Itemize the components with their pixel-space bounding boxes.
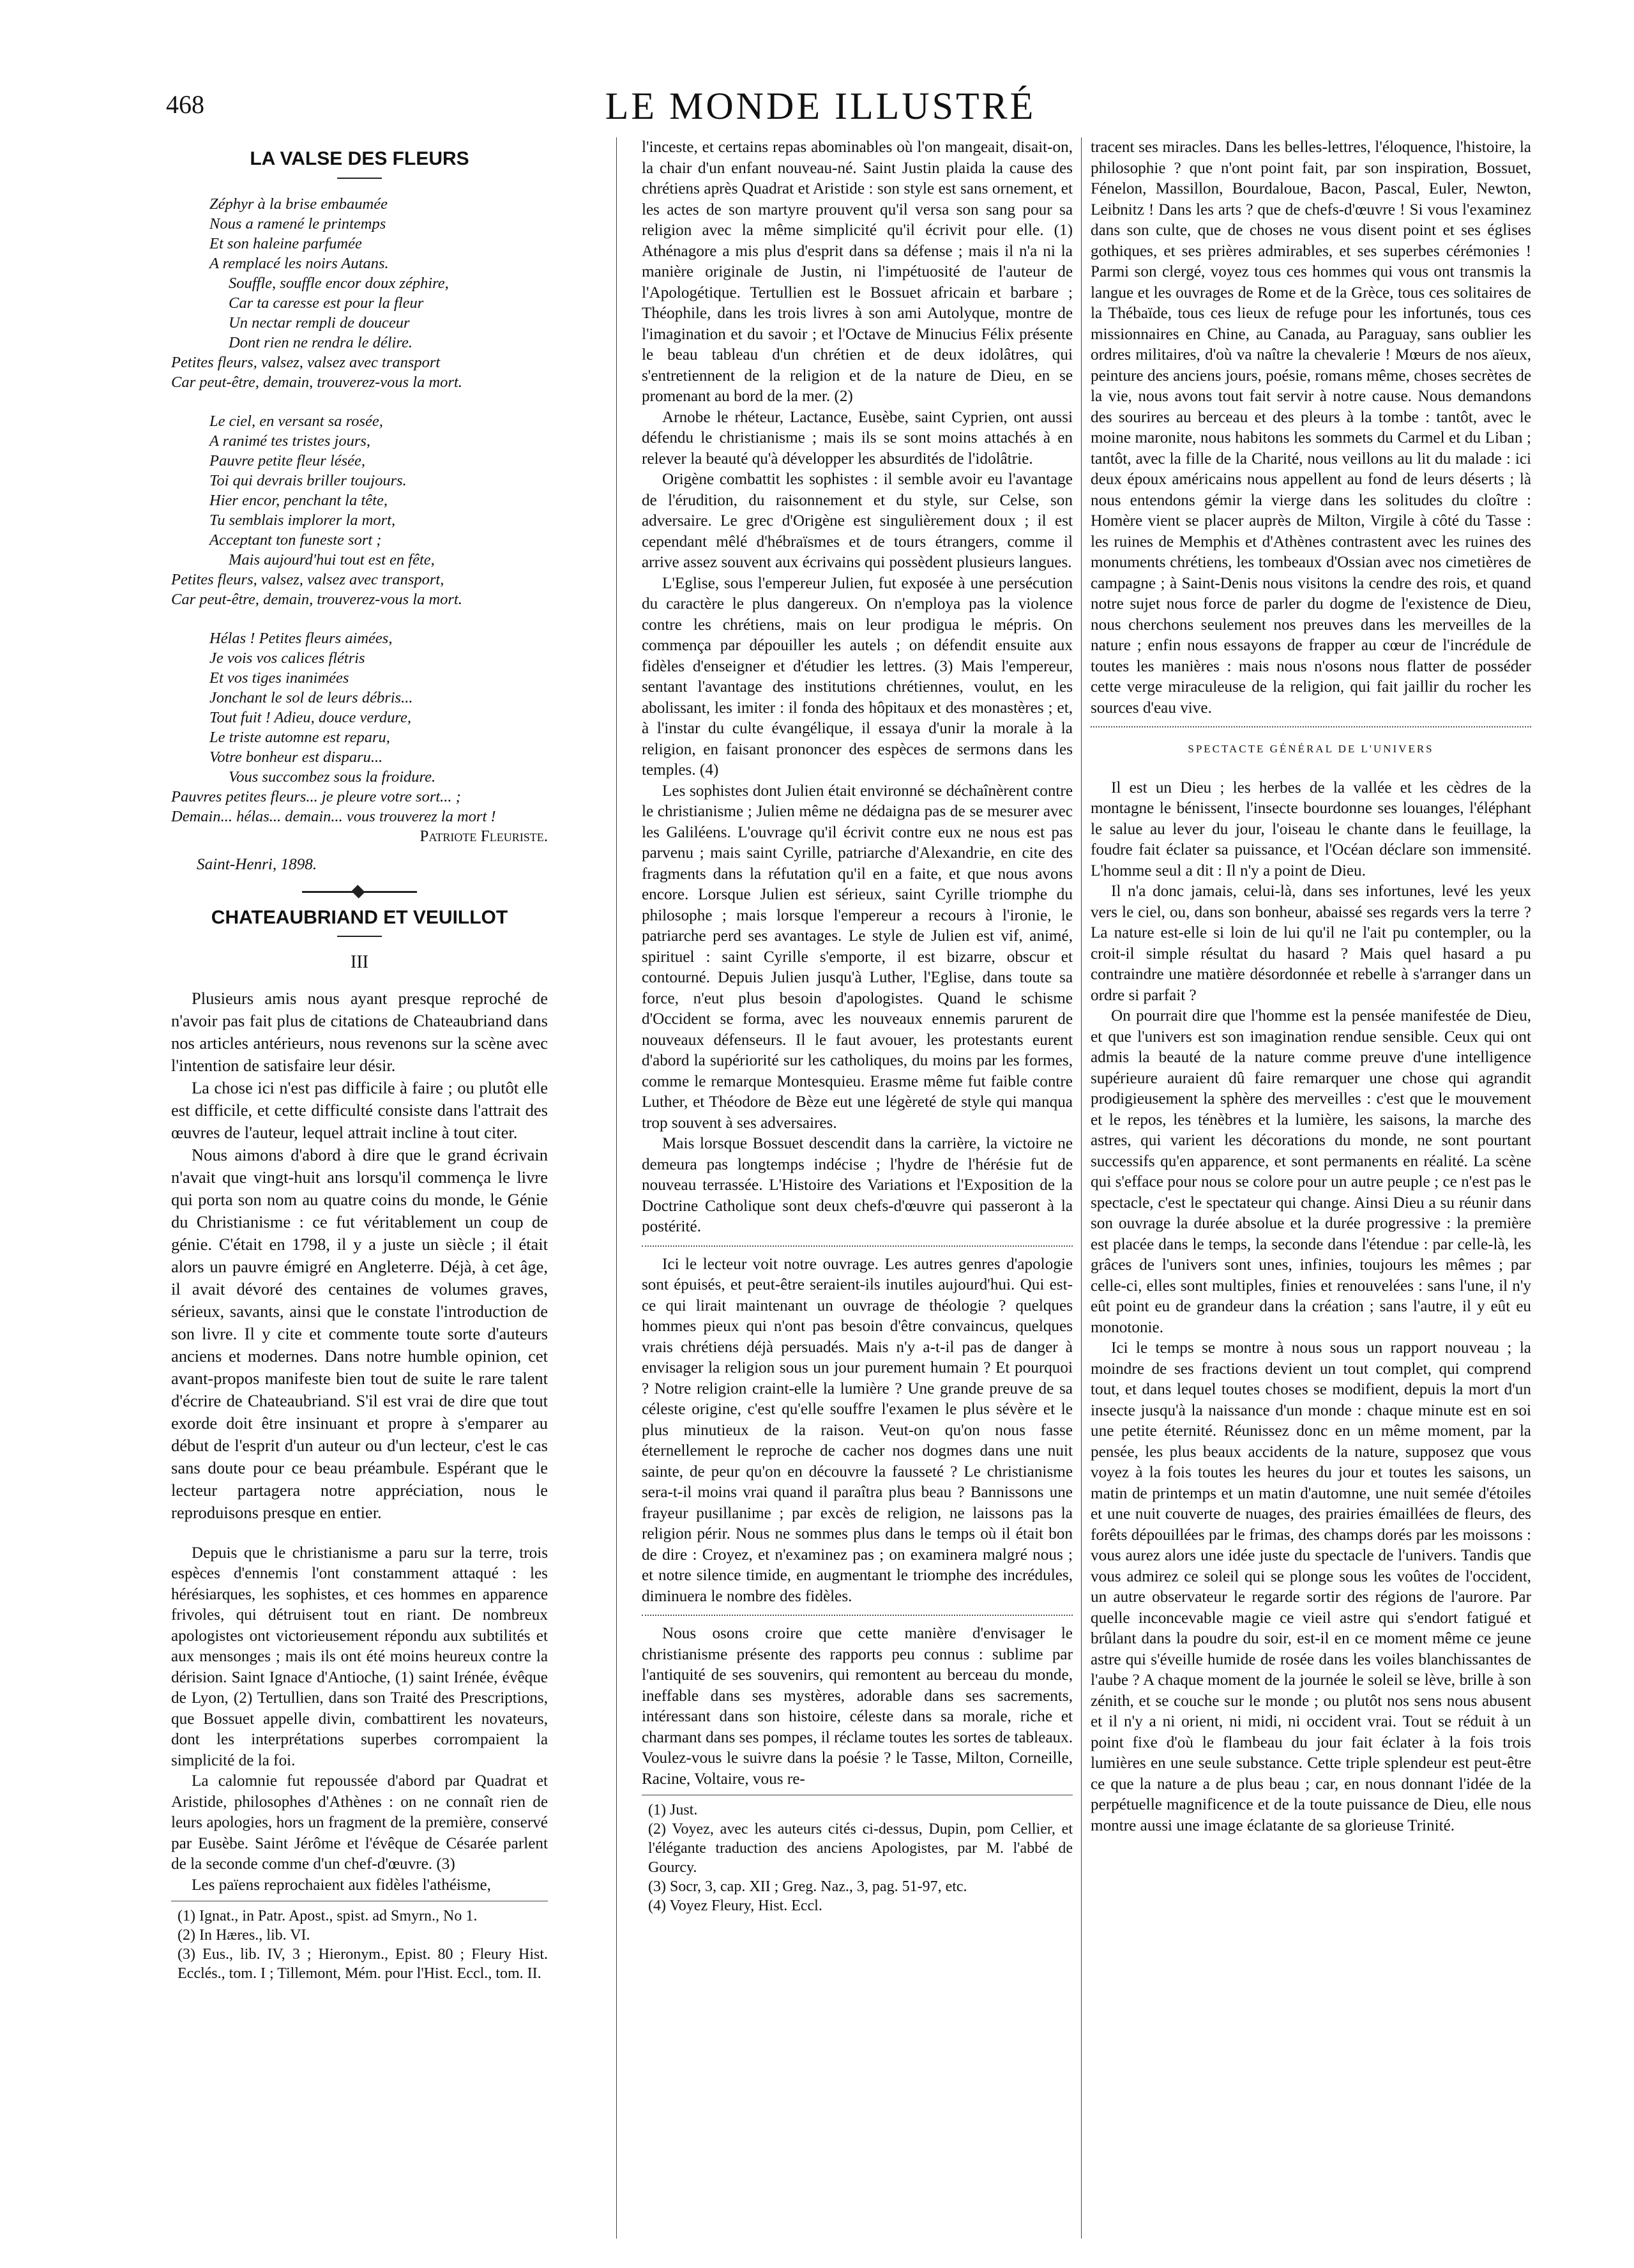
paragraph: Ici le lecteur voit notre ouvrage. Les autres genres d'apologie sont épuisés, et peut-être seraient-ils inutiles aujourd'hui. Qui est-ce qui lirait maintenant un ouvrage de théologie ? quelques hommes pieux qui n'ont pas besoin d'être convaincus, quelques vrais chrétiens déjà persuadés. Mais n'y a-t-il pas de danger à envisager la religion sous un jour purement humain ? Et pourquoi ? Notre religion craint-elle la lumière ? Une grande preuve de sa céleste origine, c'est qu'elle souffre l'examen le plus sévère et le plus minutieux de la raison. Veut-on qu'on nous fasse éternellement le reproche de cacher nos dogmes dans une nuit sainte, de peur qu'on en découvre la fausseté ? Le christianisme sera-t-il moins vrai quand il paraîtra plus beau ? Bannissons une frayeur pusillanime ; par excès de religion, ne laissons pas la religion périr. Nous ne sommes plus dans le temps où il était bon de dire : Croyez, et n'examinez pas ; on examinera malgré nous ; et notre silence timide, en augmentant le triomphe des incrédules, diminuera le nombre des fidèles. xyxy=(642,1255,1073,1605)
paragraph: Mais lorsque Bossuet descendit dans la carrière, la victoire ne demeura pas longtemps indécise ; l'hydre de l'hérésie fut de nouveau terrassée. L'Histoire des Variations et l'Exposition de la Doctrine Catholique sont deux chefs-d'œuvre qui passeront à la postérité. xyxy=(642,1135,1073,1235)
dotted-separator xyxy=(642,1245,1073,1247)
paragraph: Origène combattit les sophistes : il semble avoir eu l'avantage de l'érudition, du raisonnement et du style, sur Celse, son adversaire. Le grec d'Origène est singulièrement doux ; il est cependant mêlé d'hébraïsmes et de tours étrangers, comme il arrive assez souvent aux écrivains qui possèdent plusieurs langues. xyxy=(642,471,1073,571)
paragraph: Les païens reprochaient aux fidèles l'athéisme, xyxy=(192,1876,491,1894)
footnote: (1) Just. xyxy=(648,1802,698,1818)
paragraph: Arnobe le rhéteur, Lactance, Eusèbe, saint Cyprien, ont aussi défendu le christianisme ; mais ils se sont moins attachés à en relever la beauté qu'à développer les absurdités de l'idolâtrie. xyxy=(642,408,1073,468)
poem-line: Dont rien ne rendra le délire. xyxy=(229,333,413,351)
paragraph: Il est un Dieu ; les herbes de la vallée et les cèdres de la montagne le bénissent, l'insecte bourdonne ses louanges, l'éléphant le salue au lever du jour, l'oiseau le chante dans le feuillage, la foudre fait éclater sa puissance, et l'Océan déclare son immensité. L'homme seul a dit : Il n'y a point de Dieu. xyxy=(1091,779,1531,879)
footnote: (1) Ignat., in Patr. Apost., spist. ad Smyrn., No 1. xyxy=(178,1908,478,1924)
poem-line: Demain... hélas... demain... vous trouverez la mort ! xyxy=(171,807,496,825)
poem-line: Hier encor, penchant la tête, xyxy=(209,491,388,509)
paragraph: Plusieurs amis nous ayant presque reproché de n'avoir pas fait plus de citations de Chateaubriand dans nos articles antérieurs, nous revenons sur la scène avec l'intention de satisfaire leur désir. xyxy=(171,988,548,1075)
footnote: (3) Socr, 3, cap. XII ; Greg. Naz., 3, pag. 51-97, etc. xyxy=(648,1878,967,1895)
title-rule xyxy=(337,178,382,179)
poem-line: Et son haleine parfumée xyxy=(209,234,362,252)
footnote: (4) Voyez Fleury, Hist. Eccl. xyxy=(648,1898,822,1914)
article-part-number: III xyxy=(351,952,368,972)
poem-line: Un nectar rempli de douceur xyxy=(229,314,410,331)
dotted-separator xyxy=(642,1615,1073,1616)
paragraph: tracent ses miracles. Dans les belles-lettres, l'éloquence, l'histoire, la philosophie ? que n'ont point fait, par son inspiration, Bossuet, Fénelon, Massillon, Bourdaloue, Bacon, Pascal, Euler, Newton, Leibnitz ! Dans les arts ? que de chefs-d'œuvre ! Si vous l'examinez dans son culte, que de choses ne vous disent point et ses églises gothiques, et ses prières admirables, et ses superbes cérémonies ! Parmi son clergé, voyez tous ces hommes qui vous ont transmis la langue et les ouvrages de Rome et de la Grèce, tous ces solitaires de la Thébaïde, tous ces lieux de refuge pour les infortunés, tous ces missionnaires en Chine, au Canada, au Paraguay, sans oublier les ordres militaires, d'où va naître la chevalerie ! Mœurs de nos aïeux, peinture des anciens jours, poésie, romans même, choses secrètes de la vie, nous avons tout fait servir à notre cause. Nous demandons des sourires au berceau et des pleurs à la tombe : tantôt, avec le moine maronite, nous habitons les sommets du Carmel et du Liban ; tantôt, avec la fille de la Charité, nous veillons au lit du malade : ici deux époux américains nous appellent au fond de leurs déserts ; là nous entendons gémir la vierge dans les solitudes du cloître : Homère vient se placer auprès de Milton, Virgile à côté du Tasse : les ruines de Memphis et d'Athènes contrastent avec les ruines des monuments chrétiens, les tombeaux d'Ossian avec nos cimetières de campagne ; à Saint-Denis nous visitons la cendre des rois, et quand notre sujet nous force de parler du dogme de l'existence de Dieu, nous cherchons seulement nos preuves dans les merveilles de la nature ; enfin nous essayons de frapper au cœur de l'incrédule de toutes les manières : mais nous n'osons nous flatter de posséder cette verge miraculeuse de la religion, qui fait jaillir du rocher les sources d'eau vive. xyxy=(1091,139,1531,717)
poem-stanza xyxy=(171,194,548,392)
column-divider xyxy=(616,137,617,2239)
paragraph: Nous osons croire que cette manière d'envisager le christianisme présente des rapports peu connus : sublime par l'antiquité de ses souvenirs, qui remontent au berceau du monde, ineffable dans ses mystères, adorable dans ses sacrements, intéressant dans son histoire, céleste dans sa morale, riche et charmant dans ses pompes, il réclame toutes les sortes de tableaux. Voulez-vous le suivre dans la poésie ? le Tasse, Milton, Corneille, Racine, Voltaire, vous re- xyxy=(642,1625,1073,1788)
paragraph: L'Eglise, sous l'empereur Julien, fut exposée à une persécution du caractère le plus dangereux. On n'employa pas la violence contre les chrétiens, mais on leur prodigua le mépris. On commença par dépouiller les autels ; on défendit ensuite aux fidèles d'enseigner et d'étudier les lettres. (3) Mais l'empereur, sentant l'avantage des institutions chrétiennes, voulut, en les abolissant, les imiter : il fonda des hôpitaux et des monastères ; et, à l'instar du culte évangélique, il essaya d'unir la morale à la religion, en faisant prononcer des espèces de sermons dans les temples. (4) xyxy=(642,574,1073,779)
poem-line: A remplacé les noirs Autans. xyxy=(209,254,389,272)
section-title: SPECTACTE GÉNÉRAL DE L'UNIVERS xyxy=(1188,743,1434,755)
title-rule xyxy=(337,936,382,937)
column-divider xyxy=(1081,137,1082,2239)
poem-line: Votre bonheur est disparu... xyxy=(209,748,383,766)
poem-line: Toi qui devrais briller toujours. xyxy=(209,471,407,489)
poem-line: Je vois vos calices flétris xyxy=(209,649,365,667)
poem-signature: Patriote Fleuriste. xyxy=(420,827,548,845)
column-2 xyxy=(642,137,1073,1915)
paragraph: Ici le temps se montre à nous sous un rapport nouveau ; la moindre de ses fractions devient un tout complet, qui comprend tout, et dans lequel toutes choses se modifient, depuis la mort d'un insecte jusqu'à la naissance d'un monde : chaque minute est en soi une petite éternité. Réunissez donc en un même moment, par la pensée, les plus beaux accidents de la nature, supposez que vous voyez à la fois toutes les heures du jour et toutes les saisons, un matin de printemps et un matin d'automne, une nuit semée d'étoiles et une nuit couverte de nuages, des prairies émaillées de fleurs, des forêts dépouillées par le frimas, des champs dorés par les moissons : vous aurez alors une idée juste du spectacle de l'univers. Tandis que vous admirez ce soleil qui se plonge sous les voûtes de l'occident, un autre observateur le regarde sortir des régions de l'aurore. Par quelle inconcevable magie ce vieil astre qui s'endort fatigué et brûlant dans la poudre du soir, est-il en ce moment même ce jeune astre qui s'éveille humide de rosée dans les voiles blanchissantes de l'aube ? A chaque moment de la journée le soleil se lève, brille à son zénith, et se couche sur le monde ; ou plutôt nos sens nous abusent et il n'y a ni orient, ni midi, ni occident vrai. Tout se réduit à un point fixe d'où le flambeau du jour fait éclater à la fois trois lumières en une seule substance. Cette triple splendeur est peut-être ce que la nature a de plus beau ; car, en nous donnant l'idée de la perpétuelle magnificence et de la toute puissance de Dieu, elle nous montre aussi une image éclatante de sa glorieuse Trinité. xyxy=(1091,1339,1531,1834)
footnote: (2) Voyez, avec les auteurs cités ci-dessus, Dupin, pom Cellier, et l'élégante traduction des anciens Apologistes, par M. l'abbé de Gourcy. xyxy=(648,1821,1073,1876)
poem-line: Hélas ! Petites fleurs aimées, xyxy=(209,629,393,647)
poem-line: Mais aujourd'hui tout est en fête, xyxy=(229,551,435,568)
poem-line: Le ciel, en versant sa rosée, xyxy=(209,412,383,430)
ornament-divider xyxy=(302,887,417,896)
paragraph: La chose ici n'est pas difficile à faire ; ou plutôt elle est difficile, et cette difficulté consiste dans l'attrait des œuvres de l'auteur, lequel attrait incline à tout citer. xyxy=(171,1077,548,1142)
masthead: LE MONDE ILLUSTRÉ xyxy=(605,85,1036,127)
column-3 xyxy=(1091,137,1531,1836)
poem-place-date: Saint-Henri, 1898. xyxy=(197,856,317,873)
paragraph: Depuis que le christianisme a paru sur la terre, trois espèces d'ennemis l'ont constamment attaqué : les hérésiarques, les sophistes, et ces hommes en apparence frivoles, qui détruisent tout en riant. De nombreux apologistes ont victorieusement répondu aux subtilités et aux mensonges ; mais ils ont été moins heureux contre la dérision. Saint Ignace d'Antioche, (1) saint Irénée, évêque de Lyon, (2) Tertullien, dans son Traité des Prescriptions, que Bossuet appelle divin, combattirent les novateurs, dont les interprétations superbes corrompaient la simplicité de la foi. xyxy=(171,1544,548,1769)
page-number: 468 xyxy=(166,90,204,119)
poem-line: Nous a ramené le printemps xyxy=(209,215,386,232)
poem-line: Car ta caresse est pour la fleur xyxy=(229,294,424,312)
paragraph: On pourrait dire que l'homme est la pensée manifestée de Dieu, et que l'univers est son imagination rendue sensible. Ceux qui ont admis la beauté de la nature comme preuve d'une intelligence supérieure auraient dû faire remarquer une chose qui agrandit prodigieusement la sphère des merveilles : c'est que le mouvement et le repos, les ténèbres et la lumière, les saisons, la marche des astres, qui varient les décorations du monde, ne sont pourtant successifs qu'en apparence, et sont permanents en réalité. La scène qui s'efface pour nous se colore pour un autre peuple ; ce n'est pas le spectacle, c'est le spectateur qui change. Ainsi Dieu a su réunir dans son ouvrage la durée absolue et la durée progressive : la première est placée dans le temps, la seconde dans l'étendue : par celle-là, les grâces de l'univers sont unes, infinies, toujours les mêmes ; par celle-ci, elles sont multiples, finies et renouvelées : sans l'une, il n'y eût point eu de grandeur dans la création ; sans l'autre, il y eût eu monotonie. xyxy=(1091,1007,1531,1336)
paragraph: La calomnie fut repoussée d'abord par Quadrat et Aristide, philosophes d'Athènes : on ne connaît rien de leurs apologies, hors un fragment de la première, conservé par Eusèbe. Saint Jérôme et l'évêque de Césarée parlent de la seconde comme d'un chef-d'œuvre. (3) xyxy=(171,1772,548,1873)
poem-line: Petites fleurs, valsez, valsez avec transport xyxy=(171,353,441,371)
article-title: CHATEAUBRIAND ET VEUILLOT xyxy=(211,906,508,928)
poem-line: Tout fuit ! Adieu, douce verdure, xyxy=(209,708,411,726)
poem-line: Car peut-être, demain, trouverez-vous la mort. xyxy=(171,373,462,391)
poem-stanza xyxy=(171,411,548,609)
poem-line: Jonchant le sol de leurs débris... xyxy=(209,689,413,706)
poem-line: Souffle, souffle encor doux zéphire, xyxy=(229,274,449,292)
poem-line: Pauvres petites fleurs... je pleure votre sort... ; xyxy=(171,788,461,805)
poem-line: Zéphyr à la brise embaumée xyxy=(209,195,388,213)
column-1 xyxy=(171,137,548,1983)
footnote: (3) Eus., lib. IV, 3 ; Hieronym., Epist. 80 ; Fleury Hist. Ecclés., tom. I ; Tillemont, Mém. pour l'Hist. Eccl., tom. II. xyxy=(178,1946,548,1982)
page-header xyxy=(96,85,1545,134)
paragraph: Les sophistes dont Julien était environné se déchaînèrent contre le christianisme ; Julien même ne dédaigna pas de se mesurer avec les Galiléens. L'ouvrage qu'il écrivit contre eux ne nous est pas parvenu ; mais saint Cyrille, patriarche d'Alexandrie, en cite des fragments dans la réfutation qu'il en a faite, et que nous avons encore. Lorsque Julien est sérieux, saint Cyrille triomphe du philosophe ; mais lorsque l'empereur a recours à l'ironie, le patriarche perd ses avantages. Le style de Julien est vif, animé, spirituel : saint Cyrille s'emporte, il est bizarre, obscur et contourné. Depuis Julien jusqu'à Luther, l'Eglise, dans toute sa force, n'eut plus besoin d'apologistes. Quand le schisme d'Occident se forma, avec les nouveaux ennemis parurent de nouveaux défenseurs. Il le faut avouer, les protestants eurent d'abord la supériorité sur les catholiques, du moins par les formes, comme le remarque Montesquieu. Erasme même fut faible contre Luther, et Théodore de Bèze eut une légèreté de style qui manqua trop souvent à ses adversaires. xyxy=(642,782,1073,1132)
paragraph: l'inceste, et certains repas abominables où l'on mangeait, disait-on, la chair d'un enfant nouveau-né. Saint Justin plaida la cause des chrétiens après Quadrat et Aristide : son style est sans ornement, et les actes de son martyre prouvent qu'il versa son sang pour sa religion avec la même simplicité qu'il écrivit pour elle. (1) Athénagore a mis plus d'esprit dans sa défense ; mais il n'a ni la manière originale de Justin, ni l'impétuosité de l'auteur de l'Apologétique. Tertullien est le Bossuet africain et barbare ; Théophile, dans les trois livres à son ami Autolyque, montre de l'imagination et du savoir ; et l'Octave de Minucius Félix présente le beau tableau d'un chrétien et de deux idolâtres, qui s'entretiennent de la religion et de la nature de Dieu, en se promenant au bord de la mer. (2) xyxy=(642,139,1073,405)
poem-line: Tu semblais implorer la mort, xyxy=(209,511,396,529)
poem-line: Petites fleurs, valsez, valsez avec transport, xyxy=(171,570,444,588)
paragraph: Nous aimons d'abord à dire que le grand écrivain n'avait que vingt-huit ans lorsqu'il commença le livre qui porta son nom au quatre coins du monde, le Génie du Christianisme : ce fut véritablement un coup de génie. C'était en 1798, il y a juste un siècle ; il était alors un pauvre émigré en Angleterre. Déjà, à cet âge, il avait dévoré des centaines de volumes graves, sérieux, savants, ainsi que le constate l'introduction de son livre. Il y cite et commente toute sorte d'auteurs anciens et modernes. Dans notre humble opinion, cet avant-propos manifeste bien tout de suite le rare talent d'écrire de Chateaubriand. S'il est vrai de dire que tout exorde doit être insinuant et propre à s'emparer au début de l'esprit d'un auteur ou d'un lecteur, c'est le cas sans doute pour ce beau préambule. Espérant que le lecteur partagera notre appréciation, nous le reproduisons presque en entier. xyxy=(171,1145,548,1522)
poem-line: A ranimé tes tristes jours, xyxy=(209,432,371,450)
poem-line: Et vos tiges inanimées xyxy=(209,669,349,687)
dotted-separator xyxy=(1091,726,1531,727)
poem-stanza xyxy=(171,628,548,826)
poem-title: LA VALSE DES FLEURS xyxy=(250,148,469,169)
footnote: (2) In Hæres., lib. VI. xyxy=(178,1927,310,1944)
poem-line: Le triste automne est reparu, xyxy=(209,728,390,746)
poem-line: Car peut-être, demain, trouverez-vous la mort. xyxy=(171,590,462,608)
poem-line: Vous succombez sous la froidure. xyxy=(229,768,436,786)
poem-line: Acceptant ton funeste sort ; xyxy=(209,531,382,549)
poem-line: Pauvre petite fleur lésée, xyxy=(209,452,365,469)
paragraph: Il n'a donc jamais, celui-là, dans ses infortunes, levé les yeux vers le ciel, ou, dans son bonheur, abaissé ses regards vers la terre ? La nature est-elle si loin de lui qu'il ne l'ait pu contempler, ou la croit-il simple résultat du hasard ? Mais quel hasard a pu contraindre une matière désordonnée et rebelle à s'arranger dans un ordre si parfait ? xyxy=(1091,883,1531,1004)
